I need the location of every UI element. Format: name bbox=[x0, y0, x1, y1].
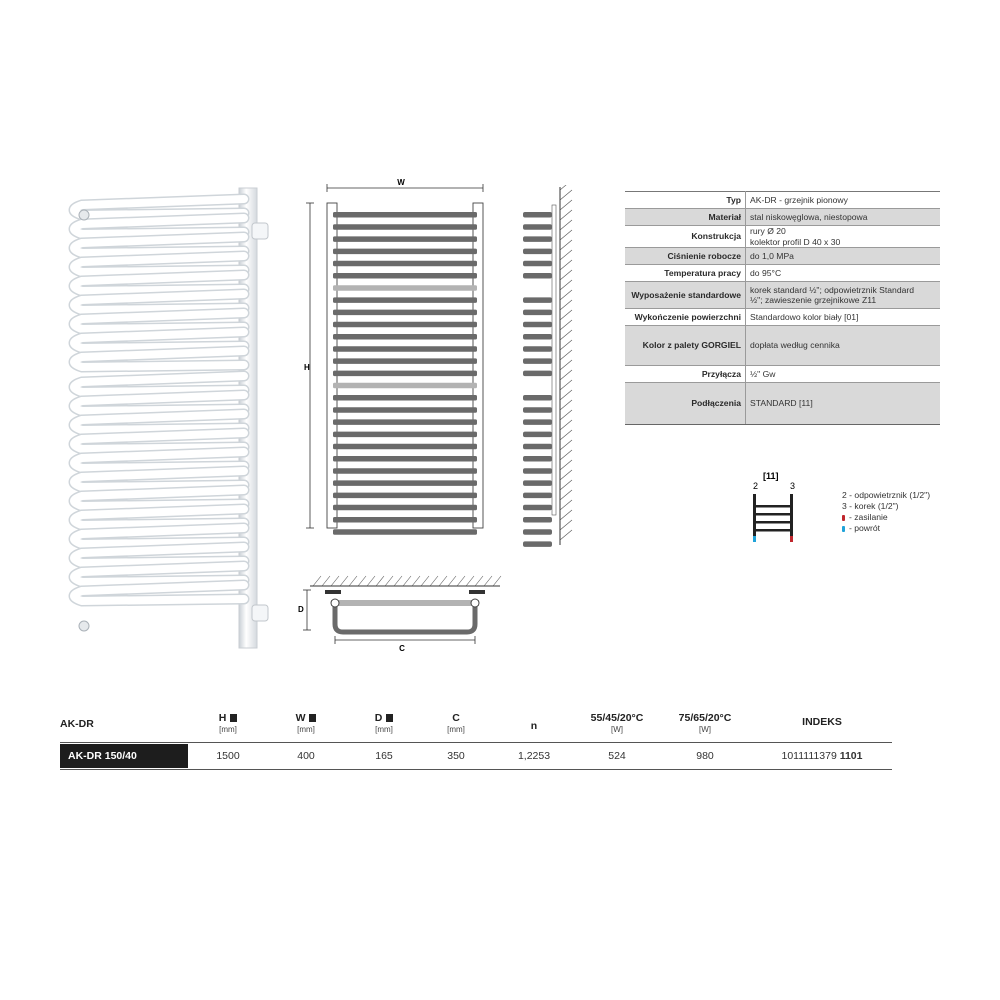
col-index: INDEKS bbox=[802, 716, 842, 728]
tube bbox=[333, 407, 477, 413]
width-icon bbox=[309, 714, 316, 722]
tube bbox=[333, 334, 477, 340]
side-tubes bbox=[523, 212, 552, 550]
tube bbox=[333, 212, 477, 218]
bracket-top bbox=[252, 223, 268, 239]
value-power-55: 524 bbox=[608, 750, 626, 762]
connection-diagram bbox=[745, 468, 805, 543]
spec-label: Ciśnienie robocze bbox=[625, 248, 746, 265]
top-view-drawing bbox=[295, 572, 505, 657]
value-n: 1,2253 bbox=[517, 750, 551, 762]
spec-value: stal niskowęglowa, niestopowa bbox=[746, 209, 941, 226]
col-d: D [mm] bbox=[374, 712, 393, 734]
front-view-drawing bbox=[300, 178, 500, 538]
tube-end bbox=[523, 419, 552, 425]
tube bbox=[333, 371, 477, 377]
spec-value: STANDARD [11] bbox=[746, 383, 941, 425]
tube-end bbox=[523, 358, 552, 364]
connection-number-left: 2 bbox=[753, 481, 759, 491]
valve-top bbox=[79, 210, 89, 220]
dimension-h-label: H bbox=[304, 363, 310, 372]
tube-end bbox=[523, 224, 552, 230]
tube bbox=[333, 480, 477, 486]
spec-label: Podłączenia bbox=[625, 383, 746, 425]
radiator-illustration bbox=[52, 185, 277, 655]
spec-label: Przyłącza bbox=[625, 366, 746, 383]
spec-label: Wykończenie powierzchni bbox=[625, 309, 746, 326]
col-w: W [mm] bbox=[295, 712, 315, 734]
tube bbox=[333, 249, 477, 255]
tube-end bbox=[523, 517, 552, 523]
tube bbox=[333, 261, 477, 267]
spec-row bbox=[625, 326, 940, 366]
connection-number-right: 3 bbox=[790, 481, 796, 491]
tube-end bbox=[523, 322, 552, 328]
col-c: C [mm] bbox=[447, 712, 465, 734]
tube-end bbox=[523, 529, 552, 535]
spec-value: do 1,0 MPa bbox=[746, 248, 941, 265]
tube bbox=[333, 456, 477, 462]
valve-bottom bbox=[79, 621, 89, 631]
spec-row bbox=[625, 282, 940, 309]
col-n: n bbox=[530, 720, 538, 732]
connection-legend bbox=[842, 490, 930, 534]
bracket-bottom bbox=[252, 605, 268, 621]
tube-end bbox=[523, 310, 552, 316]
tube-end bbox=[523, 346, 552, 352]
spec-row bbox=[625, 248, 940, 265]
tube-end bbox=[523, 395, 552, 401]
tube bbox=[333, 322, 477, 328]
connection-code: [11] bbox=[763, 471, 779, 481]
model-table bbox=[60, 712, 892, 770]
tube-end bbox=[523, 468, 552, 474]
spec-value: do 95°C bbox=[746, 265, 941, 282]
tube-end bbox=[523, 261, 552, 267]
spec-label: Temperatura pracy bbox=[625, 265, 746, 282]
tube-end bbox=[523, 432, 552, 438]
height-icon bbox=[230, 714, 237, 722]
tube bbox=[333, 310, 477, 316]
spec-row bbox=[625, 383, 940, 425]
spec-value: korek standard ½"; odpowietrznik Standard ½"; zawieszenie grzejnikowe Z11 bbox=[746, 282, 941, 309]
spec-value: Standardowo kolor biały [01] bbox=[746, 309, 941, 326]
supply-marker bbox=[790, 536, 793, 542]
tube-end bbox=[523, 505, 552, 511]
tube bbox=[333, 432, 477, 438]
tube-end bbox=[523, 493, 552, 499]
spec-label: Kolor z palety GORGIEL bbox=[625, 326, 746, 366]
tube-end bbox=[523, 456, 552, 462]
specification-table bbox=[625, 191, 940, 425]
dimension-c-label: C bbox=[399, 644, 405, 653]
spec-row bbox=[625, 226, 940, 248]
spec-value: rury Ø 20 kolektor profil D 40 x 30 bbox=[746, 226, 941, 248]
col-power-75: 75/65/20°C [W] bbox=[678, 712, 732, 734]
spec-label: Materiał bbox=[625, 209, 746, 226]
legend-item: - zasilanie bbox=[842, 512, 930, 523]
wall-hatching bbox=[560, 185, 572, 540]
spec-row bbox=[625, 192, 940, 209]
tube-end bbox=[523, 371, 552, 377]
tube bbox=[333, 444, 477, 450]
legend-item: 2 - odpowietrznik (1/2") bbox=[842, 490, 931, 500]
tube-end bbox=[523, 407, 552, 413]
dimension-d-label: D bbox=[298, 605, 304, 614]
tube bbox=[333, 517, 477, 523]
col-h: H [mm] bbox=[218, 712, 237, 734]
spec-label: Konstrukcja bbox=[625, 226, 746, 248]
family-label: AK-DR bbox=[60, 718, 94, 730]
tube bbox=[333, 285, 477, 291]
return-marker bbox=[753, 536, 756, 542]
model-table-header bbox=[60, 712, 892, 743]
ceiling-hatching bbox=[313, 576, 501, 586]
spec-row bbox=[625, 265, 940, 282]
value-power-75: 980 bbox=[696, 750, 714, 762]
tube bbox=[333, 468, 477, 474]
legend-item: 3 - korek (1/2") bbox=[842, 501, 899, 511]
side-collector bbox=[552, 205, 556, 515]
side-view-drawing bbox=[515, 185, 585, 550]
tube-end bbox=[523, 444, 552, 450]
tube bbox=[333, 346, 477, 352]
tube bbox=[333, 505, 477, 511]
spec-value: ½" Gw bbox=[746, 366, 941, 383]
tube bbox=[333, 395, 477, 401]
radiator-tubes bbox=[74, 199, 244, 601]
tube bbox=[333, 358, 477, 364]
tube-end bbox=[523, 236, 552, 242]
depth-icon bbox=[386, 714, 393, 722]
model-name: AK-DR 150/40 bbox=[60, 744, 188, 768]
tube-end bbox=[523, 273, 552, 279]
top-collector bbox=[331, 600, 479, 606]
tube bbox=[333, 383, 477, 389]
front-tubes bbox=[333, 212, 477, 538]
value-h: 1500 bbox=[216, 750, 240, 762]
value-index: 1011111379 1101 bbox=[781, 750, 863, 762]
tube-end bbox=[523, 541, 552, 547]
spec-label: Wyposażenie standardowe bbox=[625, 282, 746, 309]
spec-value: AK-DR - grzejnik pionowy bbox=[746, 192, 941, 209]
spec-value: dopłata według cennika bbox=[746, 326, 941, 366]
col-power-55: 55/45/20°C [W] bbox=[590, 712, 644, 734]
tube bbox=[333, 419, 477, 425]
tube bbox=[333, 297, 477, 303]
tube-end bbox=[523, 297, 552, 303]
tube-end bbox=[523, 480, 552, 486]
spec-row bbox=[625, 309, 940, 326]
spec-row bbox=[625, 366, 940, 383]
tube bbox=[333, 224, 477, 230]
tube bbox=[333, 493, 477, 499]
tube bbox=[333, 273, 477, 279]
value-d: 165 bbox=[375, 750, 393, 762]
legend-item: - powrót bbox=[842, 523, 930, 534]
model-row bbox=[60, 743, 892, 770]
tube bbox=[333, 529, 477, 535]
spec-row bbox=[625, 209, 940, 226]
tube bbox=[333, 236, 477, 242]
tube-end bbox=[523, 334, 552, 340]
value-c: 350 bbox=[447, 750, 465, 762]
value-w: 400 bbox=[297, 750, 315, 762]
tube-end bbox=[523, 249, 552, 255]
dimension-w-label: W bbox=[397, 178, 405, 187]
tube-end bbox=[523, 212, 552, 218]
spec-label: Typ bbox=[625, 192, 746, 209]
